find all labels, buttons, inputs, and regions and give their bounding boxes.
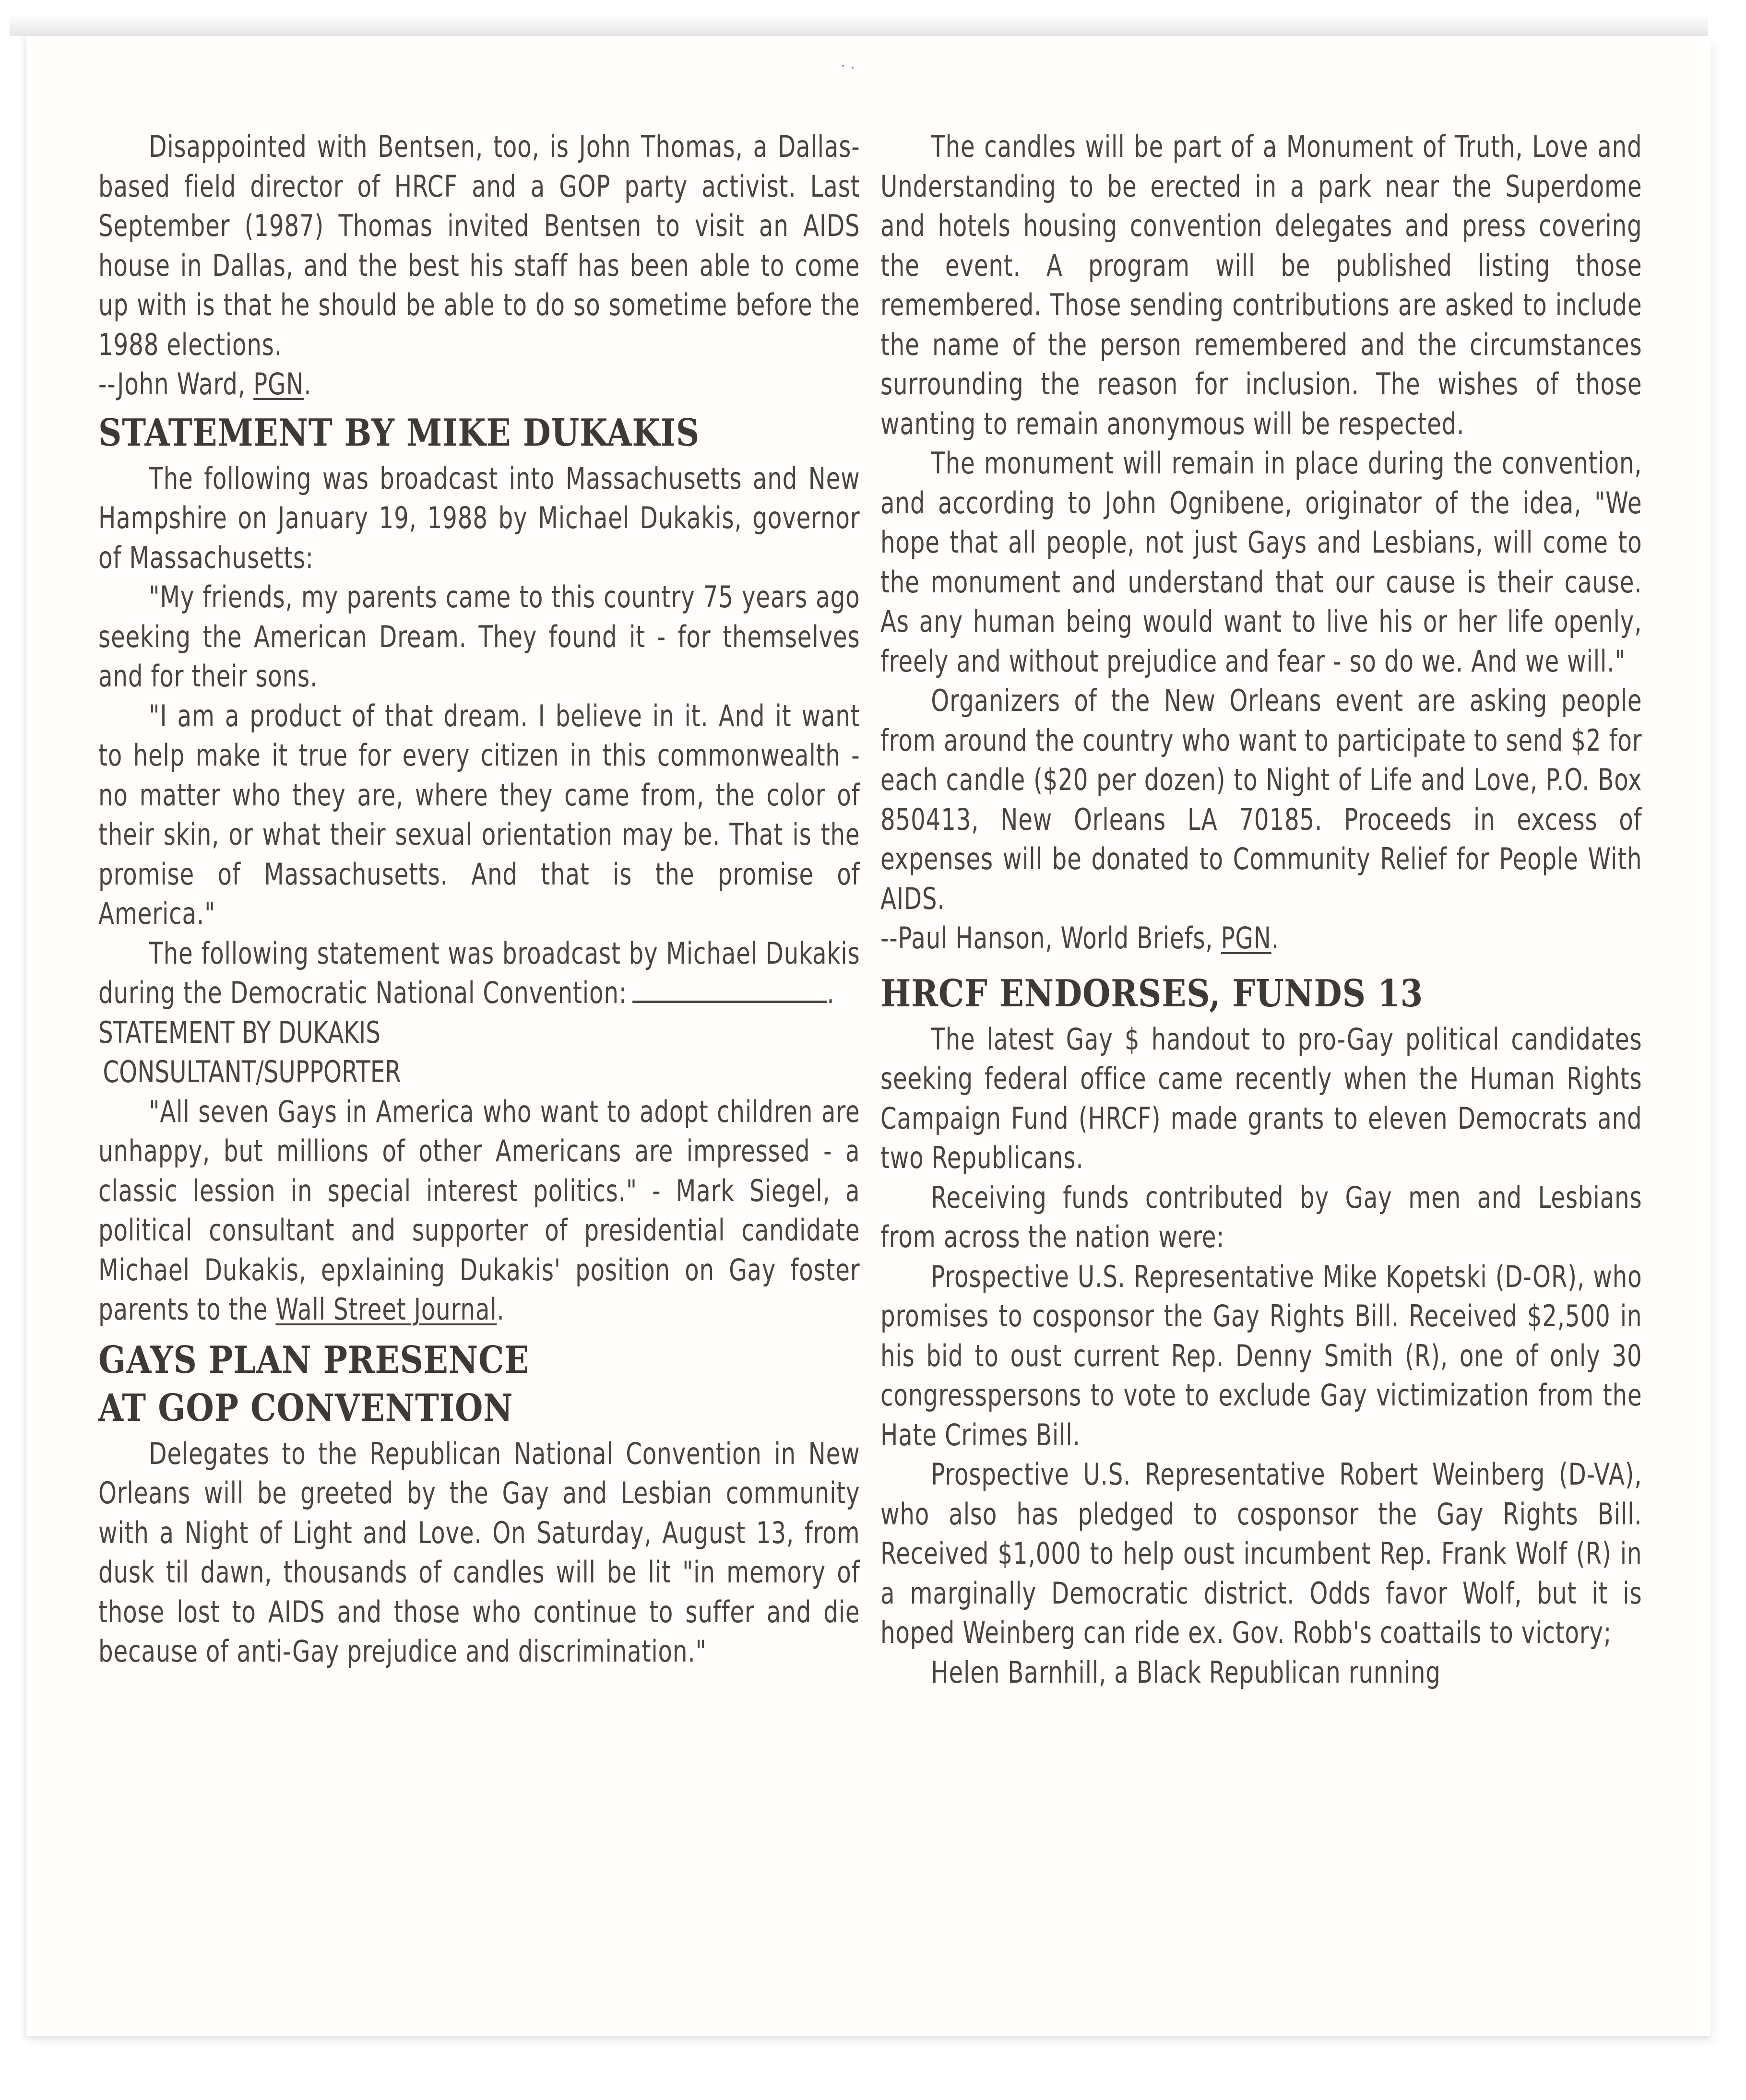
source-wall-street-journal: Wall Street Journal — [275, 1292, 497, 1327]
paragraph-ognibene-quote: The monument will remain in place during the convention, and according to John Ognibene, originator of the idea, "We hope that all people, not just Gays and Lesbians, will come to the monument and understand that our cause is their cause. As any human being would want to live his or her life openly, freely and without prejudice and fear - so do we. And we will." — [880, 446, 1642, 679]
headline-line-2: AT GOP CONVENTION — [98, 1386, 513, 1430]
byline-source-pgn: PGN — [253, 366, 304, 401]
paragraph-barnhill: Helen Barnhill, a Black Republican running — [931, 1654, 1441, 1690]
byline-paul-hanson — [880, 919, 1642, 958]
byline-author: --Paul Hanson, World Briefs, — [880, 920, 1221, 956]
paragraph-delegates: Delegates to the Republican National Convention in New Orleans will be greeted by the Gay and Lesbian community with a Night of Light and Love. On Saturday, August 13, from dusk til dawn, thousands of candles will be lit "in memory of those lost to AIDS and those who continue to suffer and die because of anti-Gay prejudice and discrimination." — [98, 1436, 860, 1669]
paragraph-gay-handout: The latest Gay $ handout to pro-Gay political candidates seeking federal office came recently when the Human Rights Campaign Fund (HRCF) made grants to eleven Democrats and two Republicans. — [880, 1021, 1642, 1175]
scan-edge-shadow — [10, 14, 1708, 36]
paragraph-convention-statement — [98, 934, 860, 1013]
paragraph-weinberg: Prospective U.S. Representative Robert Weinberg (D-VA), who also has pledged to cosponsor the Gay Rights Bill. Received $1,000 to help oust incumbent Rep. Frank Wolf (R) in a marginally Democratic district. Odds favor Wolf, but it is hoped Weinberg can ride ex. Gov. Robb's coattails to victory; — [880, 1457, 1642, 1650]
paragraph-kopetski: Prospective U.S. Representative Mike Kopetski (D-OR), who promises to cosponsor the Gay Rights Bill. Received $2,500 in his bid to oust current Rep. Denny Smith (R), one of only 30 congresspersons to vote to exclude Gay victimization from the Hate Crimes Bill. — [880, 1259, 1642, 1452]
convention-statement-period: . — [827, 975, 835, 1010]
byline-author: --John Ward, — [98, 366, 254, 401]
headline-line-1: GAYS PLAN PRESENCE — [98, 1338, 530, 1382]
convention-statement-text: The following statement was broadcast by Michael Dukakis during the Democratic National Convention: — [98, 935, 860, 1010]
right-column — [880, 127, 1643, 1692]
scan-speck — [842, 65, 844, 67]
paragraph-candles-monument: The candles will be part of a Monument of Truth, Love and Understanding to be erected in a park near the Superdome and hotels housing convention delegates and press covering the event. A program will be published listing those remembered. Those sending contributions are asked to include the name of the person remembered and the circumstances surrounding the reason for inclusion. The wishes of those wanting to remain anonymous will be respected. — [880, 129, 1642, 441]
scan-speck — [852, 67, 854, 69]
byline-period: . — [1271, 920, 1279, 956]
paragraph-quote-friends: "My friends, my parents came to this country 75 years ago seeking the American Dream. They found it - for themselves and for their sons. — [98, 579, 860, 694]
paragraph-siegel-quote — [98, 1092, 860, 1330]
subhead-consultant-supporter: CONSULTANT/SUPPORTER — [103, 1054, 401, 1089]
paragraph-broadcast-intro: The following was broadcast into Massachusetts and New Hampshire on January 19, 1988 by Michael Dukakis, governor of Massachusetts: — [98, 460, 860, 575]
paragraph-organizers: Organizers of the New Orleans event are asking people from around the country who want to participate to send $2 for each candle ($20 per dozen) to Night of Life and Love, P.O. Box 850413, New Orleans LA 70185. Proceeds in excess of expenses will be donated to Community Relief for People With AIDS. — [880, 683, 1642, 916]
siegel-quote-period: . — [497, 1292, 505, 1327]
paragraph-quote-dream: "I am a product of that dream. I believe in it. And it want to help make it true for every citizen in this commonwealth - no matter who they are, where they came from, the color of their skin, or what their sexual orientation may be. That is the promise of Massachusetts. And that is the promise of America." — [98, 698, 860, 931]
paragraph-receiving-funds: Receiving funds contributed by Gay men and Lesbians from across the nation were: — [880, 1180, 1642, 1254]
subhead-statement-by-dukakis: STATEMENT BY DUKAKIS — [98, 1015, 380, 1050]
blank-fill-line — [632, 1000, 827, 1003]
headline-statement-dukakis: STATEMENT BY MIKE DUKAKIS — [98, 411, 700, 455]
byline-source-pgn: PGN — [1221, 920, 1271, 956]
headline-hrcf-endorses: HRCF ENDORSES, FUNDS 13 — [880, 971, 1424, 1015]
document-page — [26, 36, 1710, 2036]
left-column — [98, 127, 861, 1672]
byline-period: . — [304, 366, 312, 401]
byline-john-ward — [98, 365, 860, 404]
siegel-quote-text: "All seven Gays in America who want to adopt children are unhappy, but millions of other Americans are impressed - a classic lession in special interest politics." - Mark Siegel, a political consultant and supporter of presidential candidate Michael Dukakis, epxlaining Dukakis' position on Gay foster parents to the — [98, 1094, 860, 1327]
headline-gays-plan-presence — [98, 1336, 873, 1432]
paragraph-bentsen: Disappointed with Bentsen, too, is John Thomas, a Dallas-based field director of HRCF and a GOP party activist. Last September (1987) Thomas invited Bentsen to visit an AIDS house in Dallas, and the best his staff has been able to come up with is that he should be able to do so sometime before the 1988 elections. — [98, 129, 860, 362]
